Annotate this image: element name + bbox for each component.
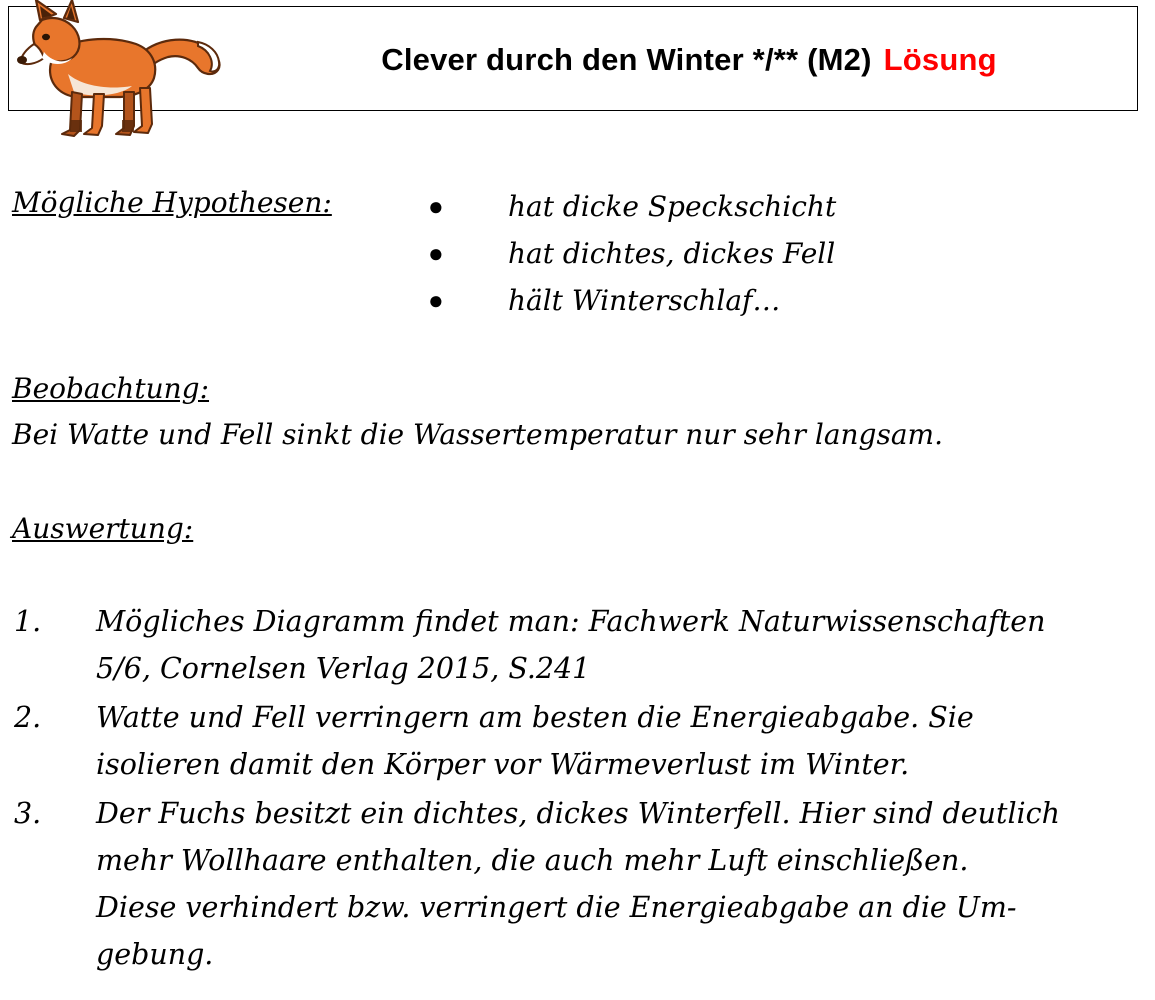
- list-item-number: 1.: [14, 605, 42, 638]
- list-item-line: Der Fuchs besitzt ein dichtes, dickes Winterfell. Hier sind deutlich: [96, 797, 1060, 830]
- page-title-main: Clever durch den Winter */** (M2): [381, 41, 872, 77]
- list-item: [12, 694, 1152, 788]
- list-item-label: hat dicke Speckschicht: [508, 190, 837, 223]
- observation-text: Bei Watte und Fell sinkt die Wassertemperatur nur sehr langsam.: [12, 418, 943, 451]
- list-item: [12, 790, 1152, 978]
- evaluation-label: Auswertung:: [12, 512, 194, 545]
- list-item-number: 2.: [14, 701, 42, 734]
- list-item-label: hält Winterschlaf…: [508, 284, 781, 317]
- page-title-solution: Lösung: [883, 41, 997, 77]
- bullet-icon: ●: [428, 286, 444, 315]
- bullet-icon: ●: [428, 239, 444, 268]
- list-item-line: isolieren damit den Körper vor Wärmeverlust im Winter.: [96, 748, 910, 781]
- list-item-number: 3.: [14, 797, 42, 830]
- hypotheses-list: [420, 183, 1020, 324]
- list-item-line: mehr Wollhaare enthalten, die auch mehr Luft einschließen.: [96, 844, 969, 877]
- list-item: [420, 183, 1020, 230]
- list-item: [420, 230, 1020, 277]
- page-title: [249, 7, 1129, 112]
- list-item: [420, 277, 1020, 324]
- hypotheses-label: Mögliche Hypothesen:: [12, 186, 332, 219]
- list-item-line: Watte und Fell verringern am besten die Energieabgabe. Sie: [96, 701, 974, 734]
- list-item: [12, 598, 1152, 692]
- list-item-line: gebung.: [96, 938, 214, 971]
- list-item-line: Mögliches Diagramm findet man: Fachwerk Naturwissenschaften: [96, 605, 1046, 638]
- fox-icon: [12, 0, 227, 142]
- bullet-icon: ●: [428, 192, 444, 221]
- observation-label: Beobachtung:: [12, 372, 210, 405]
- list-item-label: hat dichtes, dickes Fell: [508, 237, 836, 270]
- list-item-line: 5/6, Cornelsen Verlag 2015, S.241: [96, 652, 591, 685]
- evaluation-list: [12, 598, 1152, 980]
- list-item-line: Diese verhindert bzw. verringert die Energieabgabe an die Um-: [96, 891, 1017, 924]
